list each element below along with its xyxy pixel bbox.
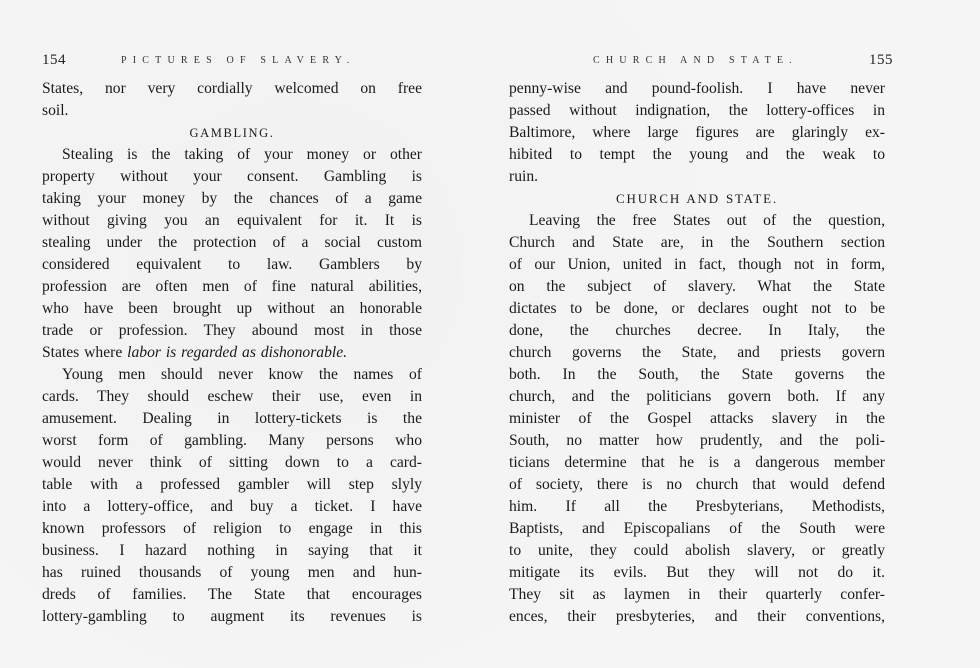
right-page: [509, 0, 893, 668]
text-line: South, no matter how prudently, and the poli-: [509, 432, 885, 449]
text-line: of our Union, united in fact, though not in form,: [509, 256, 885, 273]
left-body-text: [42, 78, 422, 628]
text-line: profession are often men of fine natural abilities,: [42, 278, 422, 295]
text-line: taking your money by the chances of a game: [42, 190, 422, 207]
text-line: mitigate its evils. But they will not do it.: [509, 564, 885, 581]
text-line: lottery-gambling to augment its revenues is: [42, 608, 422, 625]
text-line: done, the churches decree. In Italy, the: [509, 322, 885, 339]
text-line: Leaving the free States out of the question,: [529, 212, 885, 229]
text-line: hibited to tempt the young and the weak to: [509, 146, 885, 163]
text-line: passed without indignation, the lottery-offices in: [509, 102, 885, 119]
running-head-title: CHURCH AND STATE.: [593, 55, 798, 66]
page-number: 154: [42, 52, 66, 68]
text-line: on the subject of slavery. What the State: [509, 278, 885, 295]
text-line: Young men should never know the names of: [62, 366, 422, 383]
text-line: would never think of sitting down to a card-: [42, 454, 422, 471]
text-line: business. I hazard nothing in saying that it: [42, 542, 422, 559]
italic-text-run: labor is regarded as dishonorable.: [127, 344, 348, 361]
text-line: church governs the State, and priests govern: [509, 344, 885, 361]
right-body-text: [509, 78, 885, 628]
text-line: ruin.: [509, 168, 539, 185]
text-line: Baltimore, where large figures are glaringly ex-: [509, 124, 885, 141]
text-line: stealing under the protection of a social custom: [42, 234, 422, 251]
text-line: Church and State are, in the Southern section: [509, 234, 885, 251]
text-line: who have been brought up without an honorable: [42, 300, 422, 317]
text-line: ticians determine that he is a dangerous member: [509, 454, 885, 471]
text-line: worst form of gambling. Many persons who: [42, 432, 422, 449]
text-line: dreds of families. The State that encourages: [42, 586, 422, 603]
section-heading-church-and-state: CHURCH AND STATE.: [616, 191, 778, 206]
text-line: Stealing is the taking of your money or other: [62, 146, 422, 163]
text-line: church, and the politicians govern both. If any: [509, 388, 885, 405]
text-line: dictates to be done, or declares ought not to be: [509, 300, 885, 317]
text-line: property without your consent. Gambling is: [42, 168, 422, 185]
text-line: has ruined thousands of young men and hun-: [42, 564, 422, 581]
text-line: trade or profession. They abound most in those: [42, 322, 422, 339]
section-heading-gambling: GAMBLING.: [189, 126, 275, 140]
page-number: 155: [869, 52, 893, 68]
text-line: cards. They should eschew their use, even in: [42, 388, 422, 405]
running-head-title: PICTURES OF SLAVERY.: [121, 55, 356, 66]
text-line: soil.: [42, 102, 69, 119]
text-line: known professors of religion to engage in this: [42, 520, 422, 537]
text-line: They sit as laymen in their quarterly confer-: [509, 586, 885, 603]
left-page: [42, 0, 422, 668]
text-line: minister of the Gospel attacks slavery in the: [509, 410, 885, 427]
text-line: penny-wise and pound-foolish. I have never: [509, 80, 885, 97]
left-running-head: [42, 54, 422, 70]
text-line: amusement. Dealing in lottery-tickets is the: [42, 410, 422, 427]
text-line: him. If all the Presbyterians, Methodists,: [509, 498, 885, 515]
text-line: [42, 342, 422, 364]
text-line: without giving you an equivalent for it. It is: [42, 212, 422, 229]
text-line: States, nor very cordially welcomed on free: [42, 80, 422, 97]
text-line: considered equivalent to law. Gamblers by: [42, 256, 422, 273]
text-line: to unite, they could abolish slavery, or greatly: [509, 542, 885, 559]
text-line: Baptists, and Episcopalians of the South were: [509, 520, 885, 537]
text-line: both. In the South, the State governs the: [509, 366, 885, 383]
text-run: States where: [42, 344, 123, 361]
text-line: into a lottery-office, and buy a ticket. I have: [42, 498, 422, 515]
text-line: ences, their presbyteries, and their conventions,: [509, 608, 885, 625]
text-line: of society, there is no church that would defend: [509, 476, 885, 493]
text-line: table with a professed gambler will step slyly: [42, 476, 422, 493]
right-running-head: [509, 52, 893, 70]
